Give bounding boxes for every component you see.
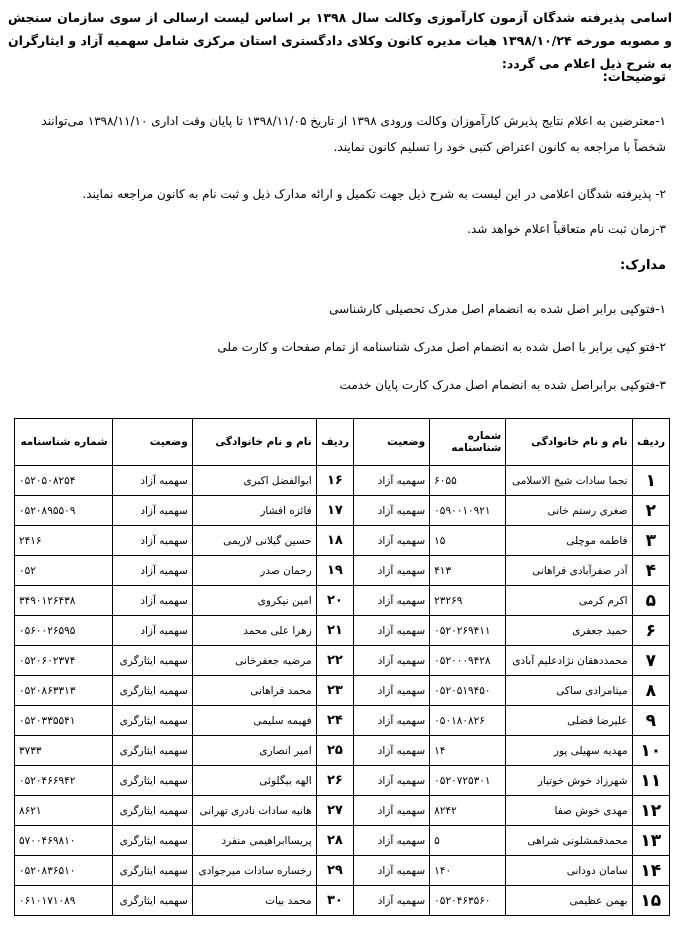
- status-cell: سهمیه آزاد: [354, 586, 430, 616]
- header-id-number: شماره شناسنامه: [15, 419, 113, 466]
- row-number-cell: ۱۳: [632, 826, 669, 856]
- status-cell: سهمیه آزاد: [354, 736, 430, 766]
- id-number-cell: ۱۴: [430, 736, 506, 766]
- name-cell: سامان دودانی: [506, 856, 632, 886]
- name-cell: مرضیه جعفرخانی: [192, 646, 316, 676]
- row-number-cell: ۱۱: [632, 766, 669, 796]
- status-cell: سهمیه ایثارگری: [112, 826, 192, 856]
- name-cell: فاطمه موچلی: [506, 526, 632, 556]
- table-row: [15, 676, 670, 706]
- table-row: [15, 466, 670, 496]
- document-item-3: ۳-فتوکپی برابراصل شده به انضمام اصل مدرک کارت پایان خدمت: [339, 378, 666, 392]
- status-cell: سهمیه ایثارگری: [112, 856, 192, 886]
- id-number-cell: ۲۳۲۶۹: [430, 586, 506, 616]
- table-row: [15, 526, 670, 556]
- id-number-cell: ۰۵۲۰۰۰۹۴۲۸: [430, 646, 506, 676]
- row-number-cell: ۲۵: [316, 736, 353, 766]
- name-cell: صغری رستم خانی: [506, 496, 632, 526]
- id-number-cell: ۰۵۲۰۳۳۵۵۴۱: [15, 706, 113, 736]
- name-cell: محمد فراهانی: [192, 676, 316, 706]
- id-number-cell: ۰۵۲۰۸۹۵۵۰۹: [15, 496, 113, 526]
- name-cell: نجما سادات شیخ الاسلامی: [506, 466, 632, 496]
- id-number-cell: ۰۵۲۰۴۶۳۵۶۰: [430, 886, 506, 916]
- id-number-cell: ۰۵۲۰۸۳۶۵۱۰: [15, 856, 113, 886]
- row-number-cell: ۱۴: [632, 856, 669, 886]
- status-cell: سهمیه آزاد: [354, 616, 430, 646]
- header-status: وضعیت: [112, 419, 192, 466]
- name-cell: میثامرادی ساکی: [506, 676, 632, 706]
- table-row: [15, 766, 670, 796]
- row-number-cell: ۲۹: [316, 856, 353, 886]
- table-row: [15, 616, 670, 646]
- id-number-cell: ۶۰۵۵: [430, 466, 506, 496]
- results-table: [14, 418, 670, 916]
- row-number-cell: ۲۱: [316, 616, 353, 646]
- id-number-cell: ۰۵۲۰۷۲۵۳۰۱: [430, 766, 506, 796]
- row-number-cell: ۲۸: [316, 826, 353, 856]
- name-cell: فائزه افشار: [192, 496, 316, 526]
- status-cell: سهمیه ایثارگری: [112, 766, 192, 796]
- id-number-cell: ۳۷۳۳: [15, 736, 113, 766]
- status-cell: سهمیه آزاد: [112, 616, 192, 646]
- status-cell: سهمیه ایثارگری: [112, 886, 192, 916]
- status-cell: سهمیه آزاد: [354, 796, 430, 826]
- status-cell: سهمیه ایثارگری: [112, 736, 192, 766]
- name-cell: مهدی خوش صفا: [506, 796, 632, 826]
- status-cell: سهمیه آزاد: [112, 586, 192, 616]
- status-cell: سهمیه ایثارگری: [112, 676, 192, 706]
- document-item-1: ۱-فتوکپی برابر اصل شده به انضمام اصل مدرک تحصیلی کارشناسی: [329, 302, 666, 316]
- row-number-cell: ۵: [632, 586, 669, 616]
- row-number-cell: ۶: [632, 616, 669, 646]
- header-status: وضعیت: [354, 419, 430, 466]
- name-cell: محمدقمشلونی شراهی: [506, 826, 632, 856]
- id-number-cell: ۸۲۴۲: [430, 796, 506, 826]
- row-number-cell: ۲۷: [316, 796, 353, 826]
- name-cell: علیرضا فضلی: [506, 706, 632, 736]
- name-cell: حمید جعفری: [506, 616, 632, 646]
- id-number-cell: ۰۵۲۰۲۶۹۴۱۱: [430, 616, 506, 646]
- status-cell: سهمیه آزاد: [354, 496, 430, 526]
- id-number-cell: ۴۱۳: [430, 556, 506, 586]
- name-cell: مهدیه سهیلی پور: [506, 736, 632, 766]
- table-body: [15, 466, 670, 916]
- row-number-cell: ۱۶: [316, 466, 353, 496]
- id-number-cell: ۰۵۲۰۴۶۶۹۴۲: [15, 766, 113, 796]
- header-id-number: شماره شناسنامه: [430, 419, 506, 466]
- status-cell: سهمیه آزاد: [112, 526, 192, 556]
- name-cell: امیر انصاری: [192, 736, 316, 766]
- id-number-cell: ۵۷۰۰۴۶۹۸۱۰: [15, 826, 113, 856]
- status-cell: سهمیه آزاد: [354, 676, 430, 706]
- id-number-cell: ۰۵۲۰۵۱۹۴۵۰: [430, 676, 506, 706]
- row-number-cell: ۳۰: [316, 886, 353, 916]
- name-cell: محمددهقان نژادعلیم آبادی: [506, 646, 632, 676]
- table-row: [15, 826, 670, 856]
- status-cell: سهمیه آزاد: [354, 466, 430, 496]
- status-cell: سهمیه آزاد: [354, 556, 430, 586]
- status-cell: سهمیه آزاد: [112, 556, 192, 586]
- id-number-cell: ۰۵۲۰۶۰۲۳۷۴: [15, 646, 113, 676]
- status-cell: سهمیه آزاد: [354, 856, 430, 886]
- name-cell: هانیه سادات نادری تهرانی: [192, 796, 316, 826]
- row-number-cell: ۱: [632, 466, 669, 496]
- name-cell: رخساره سادات میرجوادی: [192, 856, 316, 886]
- table-row: [15, 496, 670, 526]
- status-cell: سهمیه آزاد: [354, 526, 430, 556]
- name-cell: ابوالفضل اکبری: [192, 466, 316, 496]
- row-number-cell: ۲۰: [316, 586, 353, 616]
- table-row: [15, 706, 670, 736]
- status-cell: سهمیه آزاد: [354, 886, 430, 916]
- row-number-cell: ۹: [632, 706, 669, 736]
- status-cell: سهمیه آزاد: [354, 646, 430, 676]
- document-title: اسامی پذیرفته شدگان آزمون کارآموزی وکالت سال ۱۳۹۸ بر اساس لیست ارسالی از سوی سازمان سنجش و مصوبه مورخه ۱۳۹۸/۱۰/۲۴ هیات مدیره کانون وکلای دادگستری استان مرکزی شامل سهمیه آزاد و ایثارگران به شرح ذیل اعلام می گردد:: [8, 10, 673, 71]
- id-number-cell: ۰۵۲۰۵۰۸۲۵۴: [15, 466, 113, 496]
- name-cell: محمد بیات: [192, 886, 316, 916]
- note-item-3: ۳-زمان ثبت نام متعاقباً اعلام خواهد شد.: [467, 222, 666, 236]
- table-row: [15, 796, 670, 826]
- name-cell: امین نیکروی: [192, 586, 316, 616]
- table-row: [15, 556, 670, 586]
- name-cell: پریساابراهیمی منفرد: [192, 826, 316, 856]
- row-number-cell: ۳: [632, 526, 669, 556]
- table-header-row: [15, 419, 670, 466]
- name-cell: رحمان صدر: [192, 556, 316, 586]
- name-cell: شهرزاد خوش خوتیار: [506, 766, 632, 796]
- documents-heading: مدارک:: [619, 258, 666, 273]
- table-row: [15, 886, 670, 916]
- name-cell: الهه بیگلوئی: [192, 766, 316, 796]
- name-cell: حسین گیلانی لاریمی: [192, 526, 316, 556]
- row-number-cell: ۲۴: [316, 706, 353, 736]
- id-number-cell: ۱۴۰: [430, 856, 506, 886]
- row-number-cell: ۱۵: [632, 886, 669, 916]
- row-number-cell: ۲: [632, 496, 669, 526]
- header-name: نام و نام خانوادگی: [192, 419, 316, 466]
- status-cell: سهمیه آزاد: [354, 706, 430, 736]
- status-cell: سهمیه آزاد: [354, 826, 430, 856]
- id-number-cell: ۰۵۶۰۰۲۶۵۹۵: [15, 616, 113, 646]
- name-cell: فهیمه سلیمی: [192, 706, 316, 736]
- id-number-cell: ۲۴۱۶: [15, 526, 113, 556]
- row-number-cell: ۲۲: [316, 646, 353, 676]
- status-cell: سهمیه آزاد: [112, 466, 192, 496]
- id-number-cell: ۰۶۱۰۱۷۱۰۸۹: [15, 886, 113, 916]
- row-number-cell: ۱۸: [316, 526, 353, 556]
- id-number-cell: ۰۵۰۱۸۰۸۲۶: [430, 706, 506, 736]
- row-number-cell: ۲۳: [316, 676, 353, 706]
- table-row: [15, 736, 670, 766]
- note-item-1: ۱-معترضین به اعلام نتایج پذیرش کارآموزان وکالت ورودی ۱۳۹۸ از تاریخ ۱۳۹۸/۱۱/۰۵ تا پایان وقت اداری ۱۳۹۸/۱۱/۱۰ می‌توانند شخصاً با مراجعه به کانون اعتراض کتبی خود را تسلیم کانون نمایند.: [41, 114, 666, 154]
- row-number-cell: ۱۰: [632, 736, 669, 766]
- row-number-cell: ۷: [632, 646, 669, 676]
- row-number-cell: ۱۲: [632, 796, 669, 826]
- header-name: نام و نام خانوادگی: [506, 419, 632, 466]
- id-number-cell: ۱۵: [430, 526, 506, 556]
- id-number-cell: ۰۵۲: [15, 556, 113, 586]
- header-row-number: ردیف: [632, 419, 669, 466]
- header-row-number: ردیف: [316, 419, 353, 466]
- name-cell: بهمن عظیمی: [506, 886, 632, 916]
- row-number-cell: ۱۹: [316, 556, 353, 586]
- table-row: [15, 646, 670, 676]
- status-cell: سهمیه آزاد: [354, 766, 430, 796]
- note-item-2: ۲- پذیرفته شدگان اعلامی در این لیست به شرح ذیل جهت تکمیل و ارائه مدارک ذیل و ثبت نام به کانون مراجعه نمایند.: [82, 187, 666, 201]
- name-cell: زهرا علی محمد: [192, 616, 316, 646]
- status-cell: سهمیه آزاد: [112, 496, 192, 526]
- row-number-cell: ۱۷: [316, 496, 353, 526]
- id-number-cell: ۰۵۲۰۸۶۳۳۱۳: [15, 676, 113, 706]
- document-item-2: ۲-فتو کپی برابر با اصل شده به انضمام اصل مدرک شناسنامه از تمام صفحات و کارت ملی: [217, 340, 666, 354]
- status-cell: سهمیه ایثارگری: [112, 706, 192, 736]
- table-row: [15, 586, 670, 616]
- row-number-cell: ۸: [632, 676, 669, 706]
- name-cell: آذر صفرآبادی فراهانی: [506, 556, 632, 586]
- row-number-cell: ۲۶: [316, 766, 353, 796]
- notes-heading: توضیحات:: [602, 70, 666, 85]
- name-cell: اکرم کرمی: [506, 586, 632, 616]
- id-number-cell: ۰۵۹۰۰۱۰۹۲۱: [430, 496, 506, 526]
- id-number-cell: ۸۶۲۱: [15, 796, 113, 826]
- status-cell: سهمیه ایثارگری: [112, 796, 192, 826]
- table-row: [15, 856, 670, 886]
- id-number-cell: ۳۴۹۰۱۲۶۴۳۸: [15, 586, 113, 616]
- row-number-cell: ۴: [632, 556, 669, 586]
- status-cell: سهمیه ایثارگری: [112, 646, 192, 676]
- id-number-cell: ۵: [430, 826, 506, 856]
